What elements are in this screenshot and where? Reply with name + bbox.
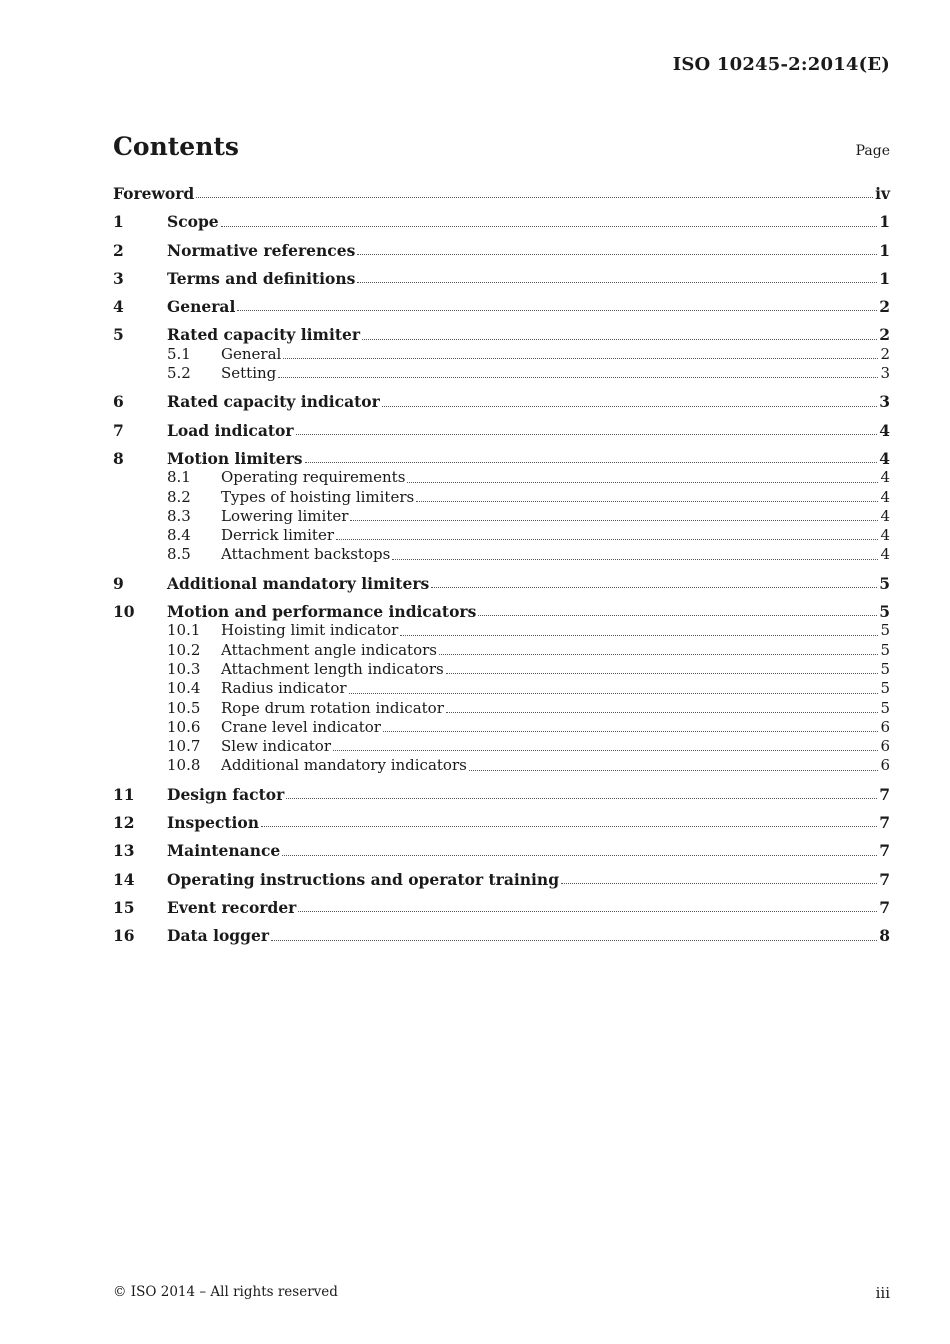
toc-entry-title: Derrick limiter (221, 526, 334, 545)
toc-entry-title: Maintenance (167, 841, 281, 861)
toc-entry-title: Rated capacity limiter (167, 325, 361, 345)
dot-leader (383, 730, 879, 732)
toc-subentry[interactable] (113, 526, 890, 545)
dot-leader (261, 825, 877, 827)
page-column-label: Page (855, 143, 890, 159)
toc-entry[interactable] (113, 898, 890, 917)
toc-subentry[interactable] (113, 345, 890, 364)
dot-leader (350, 519, 878, 521)
toc-entry-page: 2 (879, 325, 890, 345)
dot-leader (271, 939, 877, 941)
toc-entry-title: Design factor (167, 784, 285, 804)
toc-entry[interactable] (113, 421, 890, 440)
toc-subentry[interactable] (113, 468, 890, 487)
dot-leader (298, 910, 877, 912)
toc-entry-title: Crane level indicator (221, 717, 381, 736)
toc-entry-page: 4 (880, 506, 890, 525)
toc-entry-page: 1 (879, 268, 890, 288)
dot-leader (282, 854, 877, 856)
dot-leader (278, 376, 878, 378)
toc-entry-number: 10.8 (167, 756, 201, 775)
toc-entry-title: Additional mandatory limiters (167, 573, 430, 593)
dot-leader (283, 357, 878, 359)
toc-entry[interactable] (113, 926, 890, 945)
dot-leader (349, 692, 879, 694)
toc-entry-number: 8 (113, 448, 124, 468)
toc-entry-number: 8.3 (167, 506, 191, 525)
toc-subentry[interactable] (113, 488, 890, 507)
toc-subentry[interactable] (113, 718, 890, 737)
toc-entry-title: Hoisting limit indicator (221, 621, 399, 640)
toc-entry-title: Operating requirements (221, 468, 406, 487)
toc-entry-title: Data logger (167, 926, 270, 946)
toc-entry-number: 10.1 (167, 621, 201, 640)
toc-entry-number: 4 (113, 297, 124, 317)
toc-entry-number: 10.4 (167, 679, 201, 698)
toc-entry[interactable] (113, 785, 890, 804)
toc-entry-title: General (167, 297, 236, 317)
toc-entry[interactable] (113, 297, 890, 316)
dot-leader (400, 634, 878, 636)
toc-entry-page: 5 (880, 640, 890, 659)
dot-leader (362, 338, 877, 340)
dot-leader (439, 653, 878, 655)
dot-leader (237, 309, 877, 311)
toc-entry-number: 10.3 (167, 659, 201, 678)
toc-entry-title: Scope (167, 212, 219, 232)
contents-title: Contents (113, 132, 240, 161)
toc-entry-number: 6 (113, 392, 124, 412)
dot-leader (431, 586, 877, 588)
toc-entry[interactable] (113, 212, 890, 231)
toc-entry-page: 2 (879, 297, 890, 317)
toc-entry-number: 8.4 (167, 526, 191, 545)
toc-subentry[interactable] (113, 641, 890, 660)
toc-entry-title: Foreword (113, 184, 195, 203)
toc-entry[interactable] (113, 574, 890, 593)
toc-entry-number: 10.6 (167, 717, 201, 736)
toc-entry-page: 5 (879, 602, 890, 622)
page-footer (113, 1284, 890, 1302)
toc-entry-page: 3 (880, 364, 890, 383)
dot-leader (221, 225, 878, 227)
toc-entry-title: Radius indicator (221, 679, 347, 698)
contents-heading-row (113, 132, 890, 161)
toc-entry[interactable] (113, 870, 890, 889)
toc-entry-title: Event recorder (167, 897, 297, 917)
toc-entry-number: 3 (113, 268, 124, 288)
toc-entry-number: 7 (113, 420, 124, 440)
toc-entry-number: 12 (113, 813, 135, 833)
toc-entry-page: 7 (879, 784, 890, 804)
toc-entry-page: 5 (880, 698, 890, 717)
toc-entry-title: Terms and definitions (167, 268, 356, 288)
page-number: iii (875, 1284, 890, 1302)
toc-entry-number: 5.2 (167, 364, 191, 383)
toc-entry-page: 4 (880, 468, 890, 487)
toc-entry-page: 5 (879, 573, 890, 593)
toc-entry-page: 7 (879, 841, 890, 861)
toc-entry-title: Inspection (167, 813, 260, 833)
toc-entry[interactable] (113, 602, 890, 621)
toc-entry-page: 6 (880, 737, 890, 756)
toc-entry-page: 6 (880, 717, 890, 736)
toc-entry-page: 8 (879, 926, 890, 946)
dot-leader (392, 558, 878, 560)
toc-subentry[interactable] (113, 507, 890, 526)
dot-leader (336, 538, 878, 540)
toc-entry-number: 10.7 (167, 737, 201, 756)
toc-entry-title: Setting (221, 364, 277, 383)
toc-subentry[interactable] (113, 737, 890, 756)
dot-leader (296, 433, 878, 435)
toc-entry-page: 1 (879, 240, 890, 260)
toc-entry-title: Attachment angle indicators (221, 640, 437, 659)
toc-subentry[interactable] (113, 621, 890, 640)
toc-entry[interactable] (113, 841, 890, 860)
toc-subentry[interactable] (113, 660, 890, 679)
toc-entry-page: 4 (879, 420, 890, 440)
dot-leader (305, 461, 878, 463)
toc-entry-number: 2 (113, 240, 124, 260)
table-of-contents (113, 184, 890, 946)
toc-entry-number: 1 (113, 212, 124, 232)
toc-entry-title: Normative references (167, 240, 356, 260)
toc-entry-number: 10 (113, 602, 135, 622)
dot-leader (286, 797, 877, 799)
toc-entry-number: 8.1 (167, 468, 191, 487)
toc-entry-title: Motion limiters (167, 448, 303, 468)
dot-leader (416, 500, 878, 502)
toc-entry-title: Lowering limiter (221, 506, 349, 525)
copyright-notice: © ISO 2014 – All rights reserved (113, 1284, 338, 1300)
toc-subentry[interactable] (113, 699, 890, 718)
dot-leader (407, 481, 878, 483)
toc-subentry[interactable] (113, 364, 890, 383)
document-id: ISO 10245-2:2014(E) (672, 54, 890, 75)
toc-entry-page: 1 (879, 212, 890, 232)
dot-leader (469, 769, 879, 771)
toc-entry-title: Attachment backstops (221, 545, 391, 564)
dot-leader (561, 882, 877, 884)
toc-entry-page: 2 (880, 344, 890, 363)
toc-entry-page: 7 (879, 813, 890, 833)
toc-entry[interactable] (113, 813, 890, 832)
toc-entry-page: 5 (880, 621, 890, 640)
toc-entry-number: 10.2 (167, 640, 201, 659)
toc-entry[interactable] (113, 392, 890, 411)
toc-entry-title: Operating instructions and operator training (167, 869, 560, 889)
toc-entry-number: 9 (113, 573, 124, 593)
dot-leader (357, 281, 877, 283)
toc-entry-title: Rated capacity indicator (167, 392, 380, 412)
dot-leader (478, 614, 877, 616)
dot-leader (333, 749, 878, 751)
toc-entry-title: Load indicator (167, 420, 294, 440)
toc-entry-title: Rope drum rotation indicator (221, 698, 444, 717)
toc-entry[interactable] (113, 269, 890, 288)
toc-entry-number: 5.1 (167, 344, 191, 363)
toc-entry-number: 13 (113, 841, 135, 861)
toc-entry-title: Motion and performance indicators (167, 602, 477, 622)
toc-entry[interactable] (113, 184, 890, 203)
toc-entry-page: 7 (879, 897, 890, 917)
toc-subentry[interactable] (113, 756, 890, 775)
toc-entry-page: 6 (880, 756, 890, 775)
toc-entry-number: 8.5 (167, 545, 191, 564)
toc-entry-page: 4 (880, 526, 890, 545)
toc-entry-number: 11 (113, 784, 135, 804)
dot-leader (357, 253, 877, 255)
toc-entry-page: 7 (879, 869, 890, 889)
toc-entry-number: 16 (113, 926, 135, 946)
toc-entry-title: Attachment length indicators (221, 659, 444, 678)
toc-entry[interactable] (113, 241, 890, 260)
toc-entry-number: 10.5 (167, 698, 201, 717)
toc-subentry[interactable] (113, 679, 890, 698)
toc-entry-number: 5 (113, 325, 124, 345)
toc-entry-title: General (221, 344, 282, 363)
toc-entry[interactable] (113, 325, 890, 344)
dot-leader (446, 672, 879, 674)
toc-entry-title: Additional mandatory indicators (221, 756, 467, 775)
toc-entry-number: 8.2 (167, 487, 191, 506)
dot-leader (196, 196, 873, 198)
toc-entry-page: 5 (880, 659, 890, 678)
toc-entry[interactable] (113, 449, 890, 468)
toc-subentry[interactable] (113, 545, 890, 564)
toc-entry-title: Slew indicator (221, 737, 331, 756)
toc-entry-number: 14 (113, 869, 135, 889)
toc-entry-number: 15 (113, 897, 135, 917)
dot-leader (446, 711, 879, 713)
dot-leader (382, 405, 877, 407)
toc-entry-page: 5 (880, 679, 890, 698)
toc-entry-page: 4 (880, 545, 890, 564)
toc-entry-page: 3 (879, 392, 890, 412)
toc-entry-page: iv (875, 184, 890, 203)
toc-entry-page: 4 (880, 487, 890, 506)
toc-entry-title: Types of hoisting limiters (221, 487, 415, 506)
toc-entry-page: 4 (879, 448, 890, 468)
